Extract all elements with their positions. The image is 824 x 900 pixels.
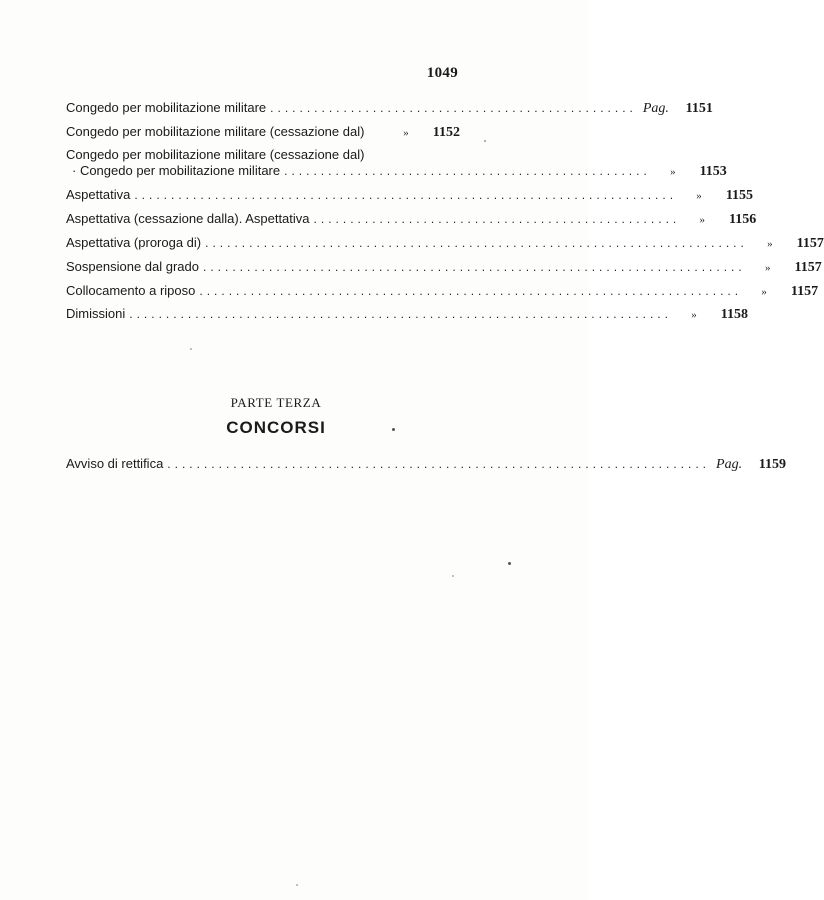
- entry-title: · Congedo per mobilitazione militare: [72, 163, 281, 178]
- entry-page: 1156: [729, 212, 757, 227]
- entry-ref: »: [696, 190, 702, 202]
- dot-leader: ..................................................: [270, 101, 637, 115]
- entry-page: 1157: [796, 236, 824, 251]
- entry-title: Aspettativa (proroga di): [66, 235, 202, 250]
- entry-page: 1159: [758, 457, 787, 472]
- entry-ref: »: [670, 166, 676, 178]
- toc-entry: [66, 187, 754, 204]
- dot-leader: ..........................................................................: [167, 457, 711, 471]
- entry-ref: »: [761, 286, 767, 298]
- entry-title: Sospensione dal grado: [66, 259, 199, 274]
- entry-ref: »: [764, 262, 771, 274]
- toc-entry: [66, 235, 824, 252]
- toc-entry: [66, 211, 757, 228]
- dot-leader: ..........................................................................: [134, 188, 678, 202]
- entry-page: 1155: [725, 188, 754, 203]
- dot-leader: ..................................................: [284, 164, 651, 178]
- ink-speck: [508, 562, 511, 565]
- ink-speck: [452, 575, 454, 577]
- toc-entry: [66, 124, 460, 141]
- entry-title: Aspettativa: [66, 187, 131, 202]
- entry-page: 1153: [699, 164, 727, 179]
- section-label: PARTE TERZA: [230, 395, 322, 410]
- ink-speck: [392, 428, 395, 431]
- entry-title: Collocamento a riposo: [66, 283, 196, 298]
- entry-ref: »: [767, 238, 773, 250]
- entry-ref: Pag.: [642, 101, 669, 116]
- entry-ref: Pag.: [716, 457, 743, 472]
- entry-title-line1: Congedo per mobilitazione militare (cessazione dal): [66, 147, 365, 162]
- page-number: 1049: [426, 65, 458, 81]
- dot-leader: ..........................................................................: [199, 284, 743, 298]
- entry-ref: »: [699, 214, 705, 226]
- entry-page: 1151: [685, 101, 713, 116]
- entry-page: 1157: [794, 260, 822, 275]
- entry-title: Congedo per mobilitazione militare: [66, 100, 267, 115]
- ink-speck: [296, 884, 298, 886]
- dot-leader: ..........................................................................: [205, 236, 748, 250]
- toc-entry: [66, 259, 822, 276]
- entry-page: 1152: [432, 125, 460, 140]
- dot-leader: ..........................................................................: [203, 260, 746, 274]
- entry-ref: »: [691, 309, 697, 321]
- entry-ref: »: [403, 127, 409, 139]
- entry-page: 1158: [720, 307, 748, 322]
- entry-title: Dimissioni: [66, 306, 126, 321]
- toc-entry: [66, 306, 748, 323]
- entry-title: Aspettativa (cessazione dalla). Aspettativa: [66, 211, 310, 226]
- toc-entry: [66, 100, 713, 117]
- dot-leader: ..................................................: [313, 212, 681, 226]
- entry-title: Avviso di rettifica: [66, 456, 164, 471]
- ink-speck: [190, 348, 192, 350]
- section-heading: CONCORSI: [226, 418, 326, 437]
- toc-entry: [66, 283, 819, 300]
- ink-speck: [484, 140, 486, 142]
- toc-entry: [66, 147, 727, 180]
- dot-leader: ..........................................................................: [129, 307, 672, 321]
- toc-entry: [66, 456, 787, 473]
- entry-page: 1157: [790, 284, 819, 299]
- entry-title: Congedo per mobilitazione militare (cessazione dal): [66, 124, 365, 139]
